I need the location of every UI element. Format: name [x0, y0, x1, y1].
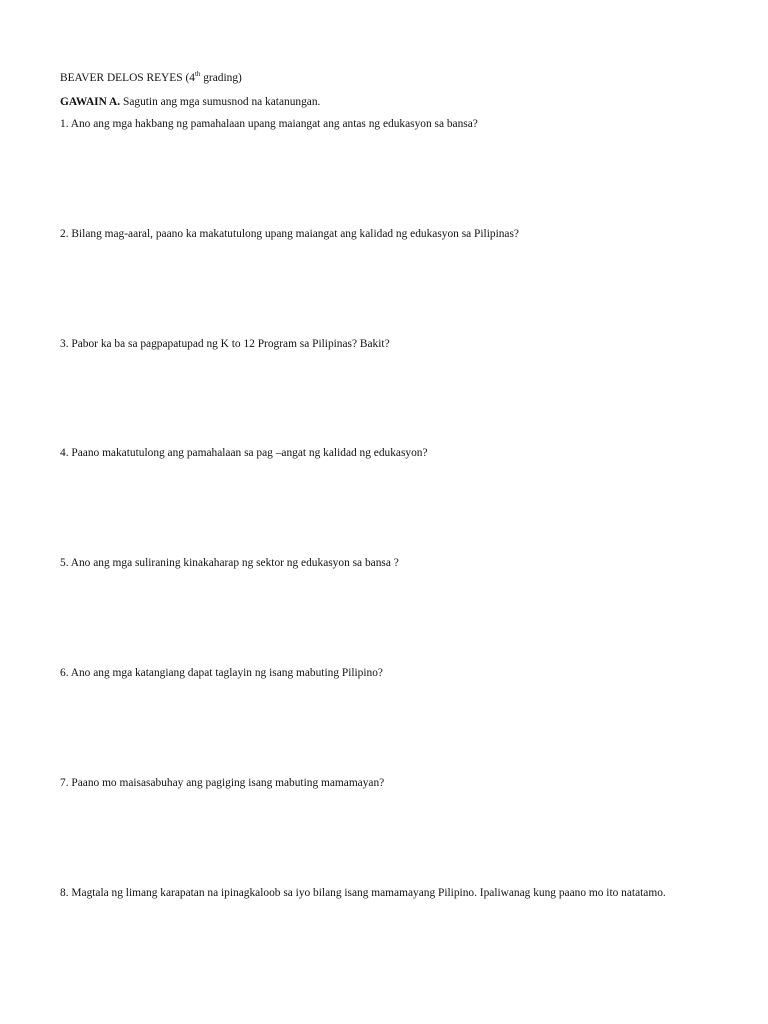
question-7: 7. Paano mo maisasabuhay ang pagiging isang mabuting mamamayan?: [60, 777, 385, 789]
student-name: BEAVER DELOS REYES: [60, 72, 183, 84]
question-8: 8. Magtala ng limang karapatan na ipinagkaloob sa iyo bilang isang mamamayang Pilipino. Ipaliwanag kung paano mo ito natatamo.: [60, 887, 666, 899]
activity-label: GAWAIN A.: [60, 96, 121, 108]
instruction-text: Sagutin ang mga sumusnod na katanungan.: [120, 96, 321, 108]
question-4: 4. Paano makatutulong ang pamahalaan sa pag –angat ng kalidad ng edukasyon?: [60, 447, 428, 459]
question-1: 1. Ano ang mga hakbang ng pamahalaan upang maiangat ang antas ng edukasyon sa bansa?: [60, 118, 478, 130]
activity-instructions: [60, 95, 710, 110]
question-2: 2. Bilang mag-aaral, paano ka makatutulong upang maiangat ang kalidad ng edukasyon sa Pilipinas?: [60, 228, 519, 240]
question-5: 5. Ano ang mga suliraning kinakaharap ng sektor ng edukasyon sa bansa ?: [60, 557, 399, 569]
student-header: [60, 71, 710, 86]
question-3: 3. Pabor ka ba sa pagpapatupad ng K to 12 Program sa Pilipinas? Bakit?: [60, 338, 390, 350]
question-6: 6. Ano ang mga katangiang dapat taglayin ng isang mabuting Pilipino?: [60, 667, 383, 679]
grading-period: (4th grading): [185, 70, 242, 84]
